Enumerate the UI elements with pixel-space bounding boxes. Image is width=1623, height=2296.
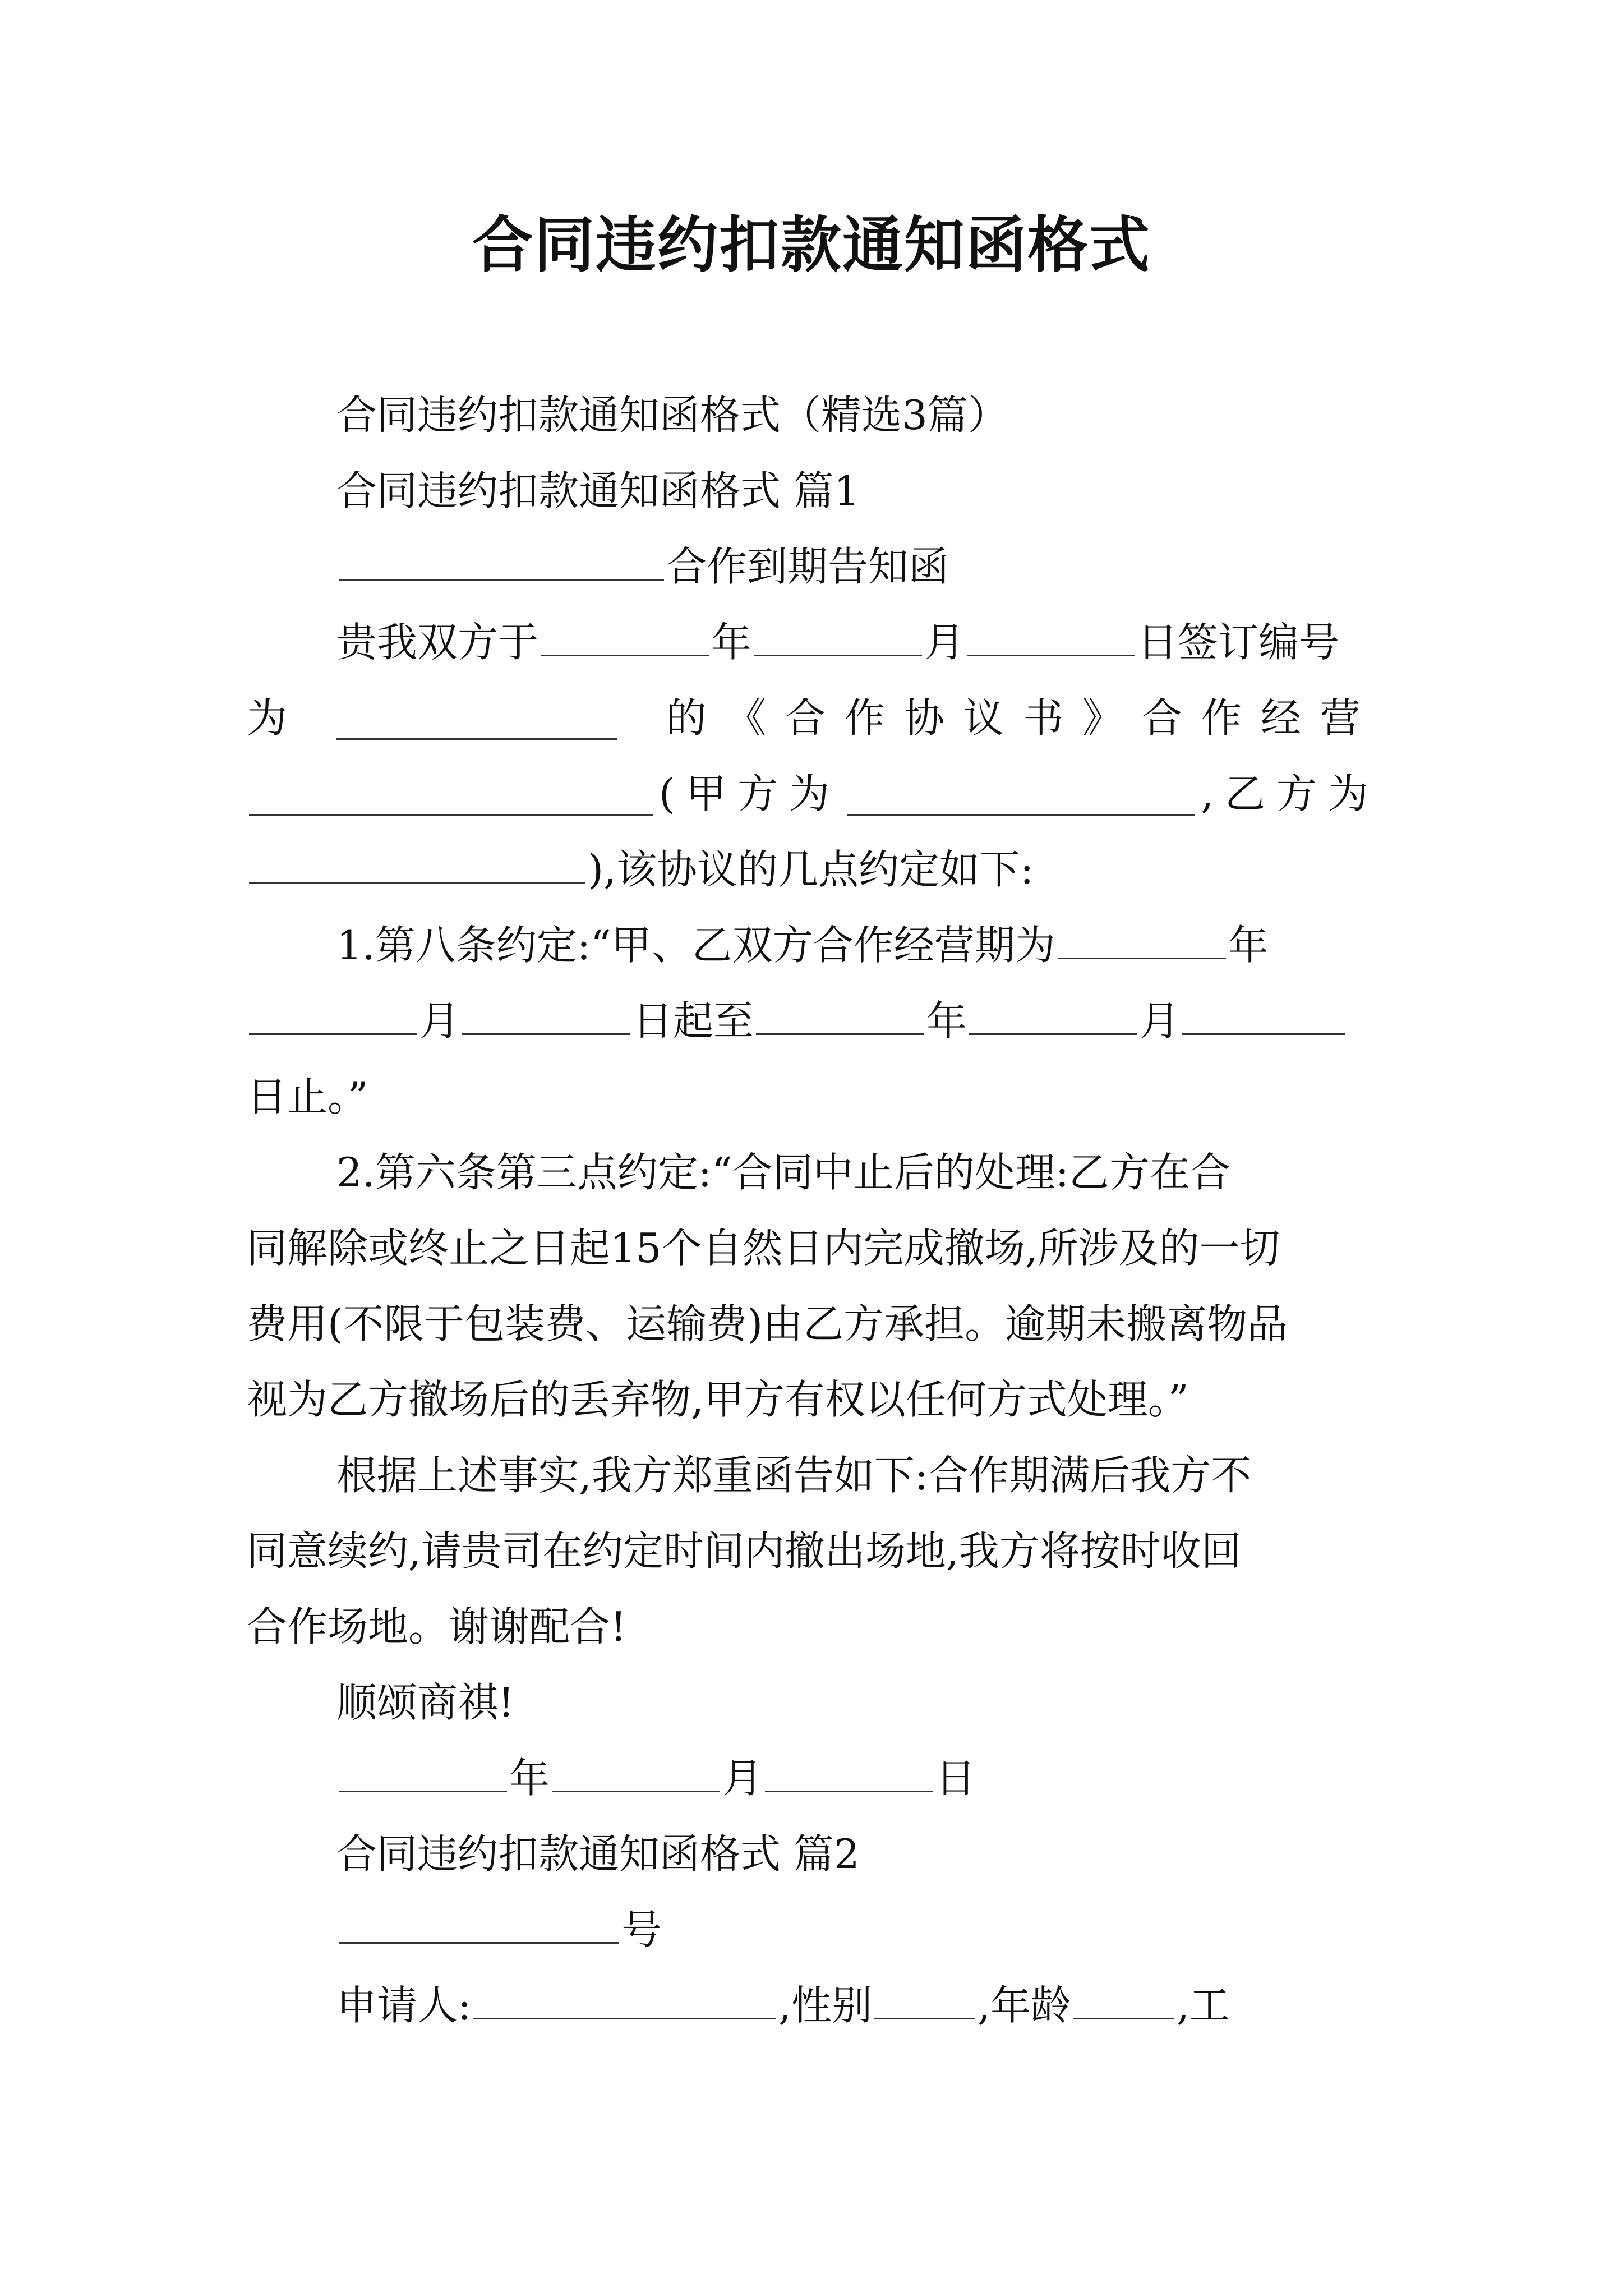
text-span: 月 <box>419 997 460 1045</box>
paragraph-line <box>247 987 1380 1055</box>
blank-field <box>473 1976 776 2019</box>
blank-field <box>462 992 630 1035</box>
paragraph-line <box>247 912 1380 979</box>
paragraph-line <box>247 684 1380 752</box>
section-heading-1: 合同违约扣款通知函格式 篇1 <box>336 467 860 514</box>
paragraph-line <box>247 760 1380 827</box>
blank-field <box>756 992 924 1035</box>
text-span: 月 <box>924 619 965 666</box>
notice-title-line <box>247 533 1380 600</box>
subtitle: 合同违约扣款通知函格式（精选3篇） <box>336 392 1008 439</box>
paragraph-line: 视为乙方撤场后的丢弃物,甲方有权以任何方式处理。” <box>247 1376 1189 1423</box>
paragraph-line <box>247 836 1380 903</box>
number-line <box>247 1896 1380 1963</box>
text-span: 贵我双方于 <box>336 619 539 666</box>
paragraph-line: 费用(不限于包装费、运输费)由乙方承担。逾期未搬离物品 <box>247 1300 1288 1347</box>
blank-field <box>969 992 1137 1035</box>
text-span: 号 <box>621 1906 662 1953</box>
text-span: 的《合作协议书》合作经营 <box>666 694 1380 742</box>
blank-field <box>1058 916 1226 959</box>
text-span: ),该协议的几点约定如下: <box>588 846 1034 893</box>
text-span: 日起至 <box>633 997 754 1045</box>
text-span: 申请人: <box>336 1982 472 2029</box>
text-span: ,乙方为 <box>1201 770 1380 817</box>
blank-field <box>552 1749 720 1792</box>
blank-field <box>249 992 417 1035</box>
blank-field <box>754 613 922 656</box>
text-span: 为 <box>247 694 288 742</box>
blank-field <box>541 613 709 656</box>
applicant-line <box>247 1972 1380 2039</box>
paragraph-line: 同意续约,请贵司在约定时间内撤出场地,我方将按时收回 <box>247 1527 1242 1575</box>
paragraph-line: 2.第六条第三点约定:“合同中止后的处理:乙方在合 <box>336 1149 1231 1196</box>
blank-field <box>339 537 664 581</box>
notice-title: 合作到期告知函 <box>666 543 949 590</box>
blank-field <box>967 613 1135 656</box>
paragraph-line: 同解除或终止之日起15个自然日内完成撤场,所涉及的一切 <box>247 1225 1280 1272</box>
blank-field <box>339 1749 507 1792</box>
paragraph-line: 根据上述事实,我方郑重函告如下:合作期满后我方不 <box>336 1452 1252 1499</box>
blank-field <box>249 772 653 816</box>
text-span: ,工 <box>1177 1982 1230 2029</box>
blank-field <box>874 1976 975 2019</box>
text-span: 日签订编号 <box>1137 619 1340 666</box>
text-span: 月 <box>1140 997 1181 1045</box>
blank-field <box>249 840 585 884</box>
paragraph-line: 合作场地。谢谢配合! <box>247 1603 626 1650</box>
blank-field <box>765 1749 933 1792</box>
text-span: 月 <box>722 1755 763 1802</box>
text-span: 年 <box>1228 922 1269 969</box>
text-span: ,年龄 <box>978 1982 1072 2029</box>
date-line <box>247 1745 1380 1812</box>
paragraph-line <box>247 609 1380 676</box>
blank-field <box>847 772 1195 816</box>
paragraph-line: 日止。” <box>247 1073 368 1120</box>
blank-field <box>339 1901 619 1944</box>
text-span: ,性别 <box>778 1982 873 2029</box>
text-span: 年 <box>926 997 967 1045</box>
section-heading-2: 合同违约扣款通知函格式 篇2 <box>336 1830 860 1878</box>
text-span: 年 <box>711 619 752 666</box>
text-span: (甲方为 <box>659 770 841 817</box>
blank-field <box>1182 992 1345 1035</box>
document-title: 合同违约扣款通知函格式 <box>472 210 1151 280</box>
text-span: 1.第八条约定:“甲、乙双方合作经营期为 <box>336 922 1055 969</box>
text-span: 日 <box>935 1755 976 1802</box>
closing-line: 顺颂商祺! <box>336 1679 514 1726</box>
blank-field <box>336 697 617 740</box>
text-span: 年 <box>509 1755 550 1802</box>
blank-field <box>1073 1976 1174 2019</box>
